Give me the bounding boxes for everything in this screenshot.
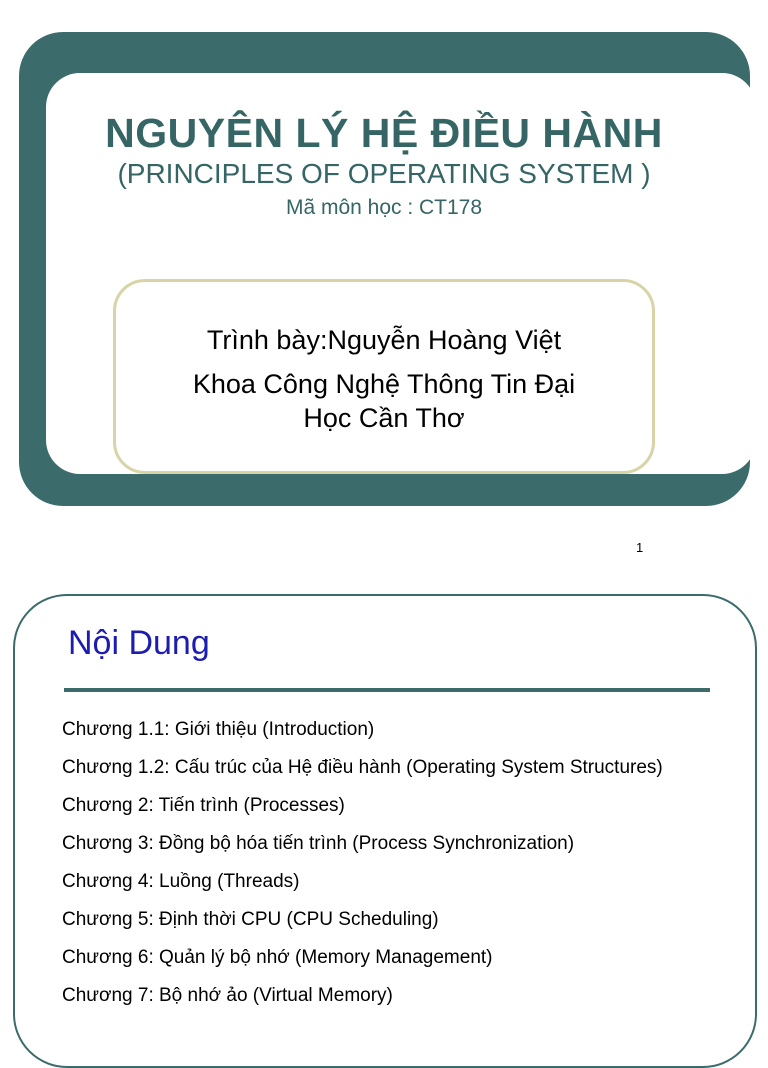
contents-title: Nội Dung (68, 624, 210, 662)
list-item: Chương 5: Định thời CPU (CPU Scheduling) (62, 909, 439, 930)
list-item: Chương 7: Bộ nhớ ảo (Virtual Memory) (62, 985, 393, 1006)
presenter-university: Học Cần Thơ (303, 403, 465, 433)
list-item: Chương 3: Đồng bộ hóa tiến trình (Process Synchronization) (62, 833, 575, 854)
list-item: Chương 6: Quản lý bộ nhớ (Memory Management) (62, 947, 493, 968)
title-divider (64, 688, 710, 692)
presenter-name: Trình bày:Nguyễn Hoàng Việt (206, 325, 562, 355)
list-item: Chương 1.2: Cấu trúc của Hệ điều hành (Operating System Structures) (62, 757, 663, 778)
page-number: 1 (636, 540, 644, 555)
list-item: Chương 2: Tiến trình (Processes) (62, 795, 345, 816)
list-item: Chương 4: Luồng (Threads) (62, 871, 300, 892)
slide-title: NGUYÊN LÝ HỆ ĐIỀU HÀNH (105, 110, 663, 156)
list-item: Chương 1.1: Giới thiệu (Introduction) (62, 719, 375, 740)
chapter-list (62, 716, 682, 1020)
presenter-box (113, 279, 655, 474)
presenter-faculty: Khoa Công Nghệ Thông Tin Đại (192, 369, 576, 399)
slide-subtitle: (PRINCIPLES OF OPERATING SYSTEM ) (117, 158, 651, 189)
course-code: Mã môn học : CT178 (285, 196, 483, 219)
